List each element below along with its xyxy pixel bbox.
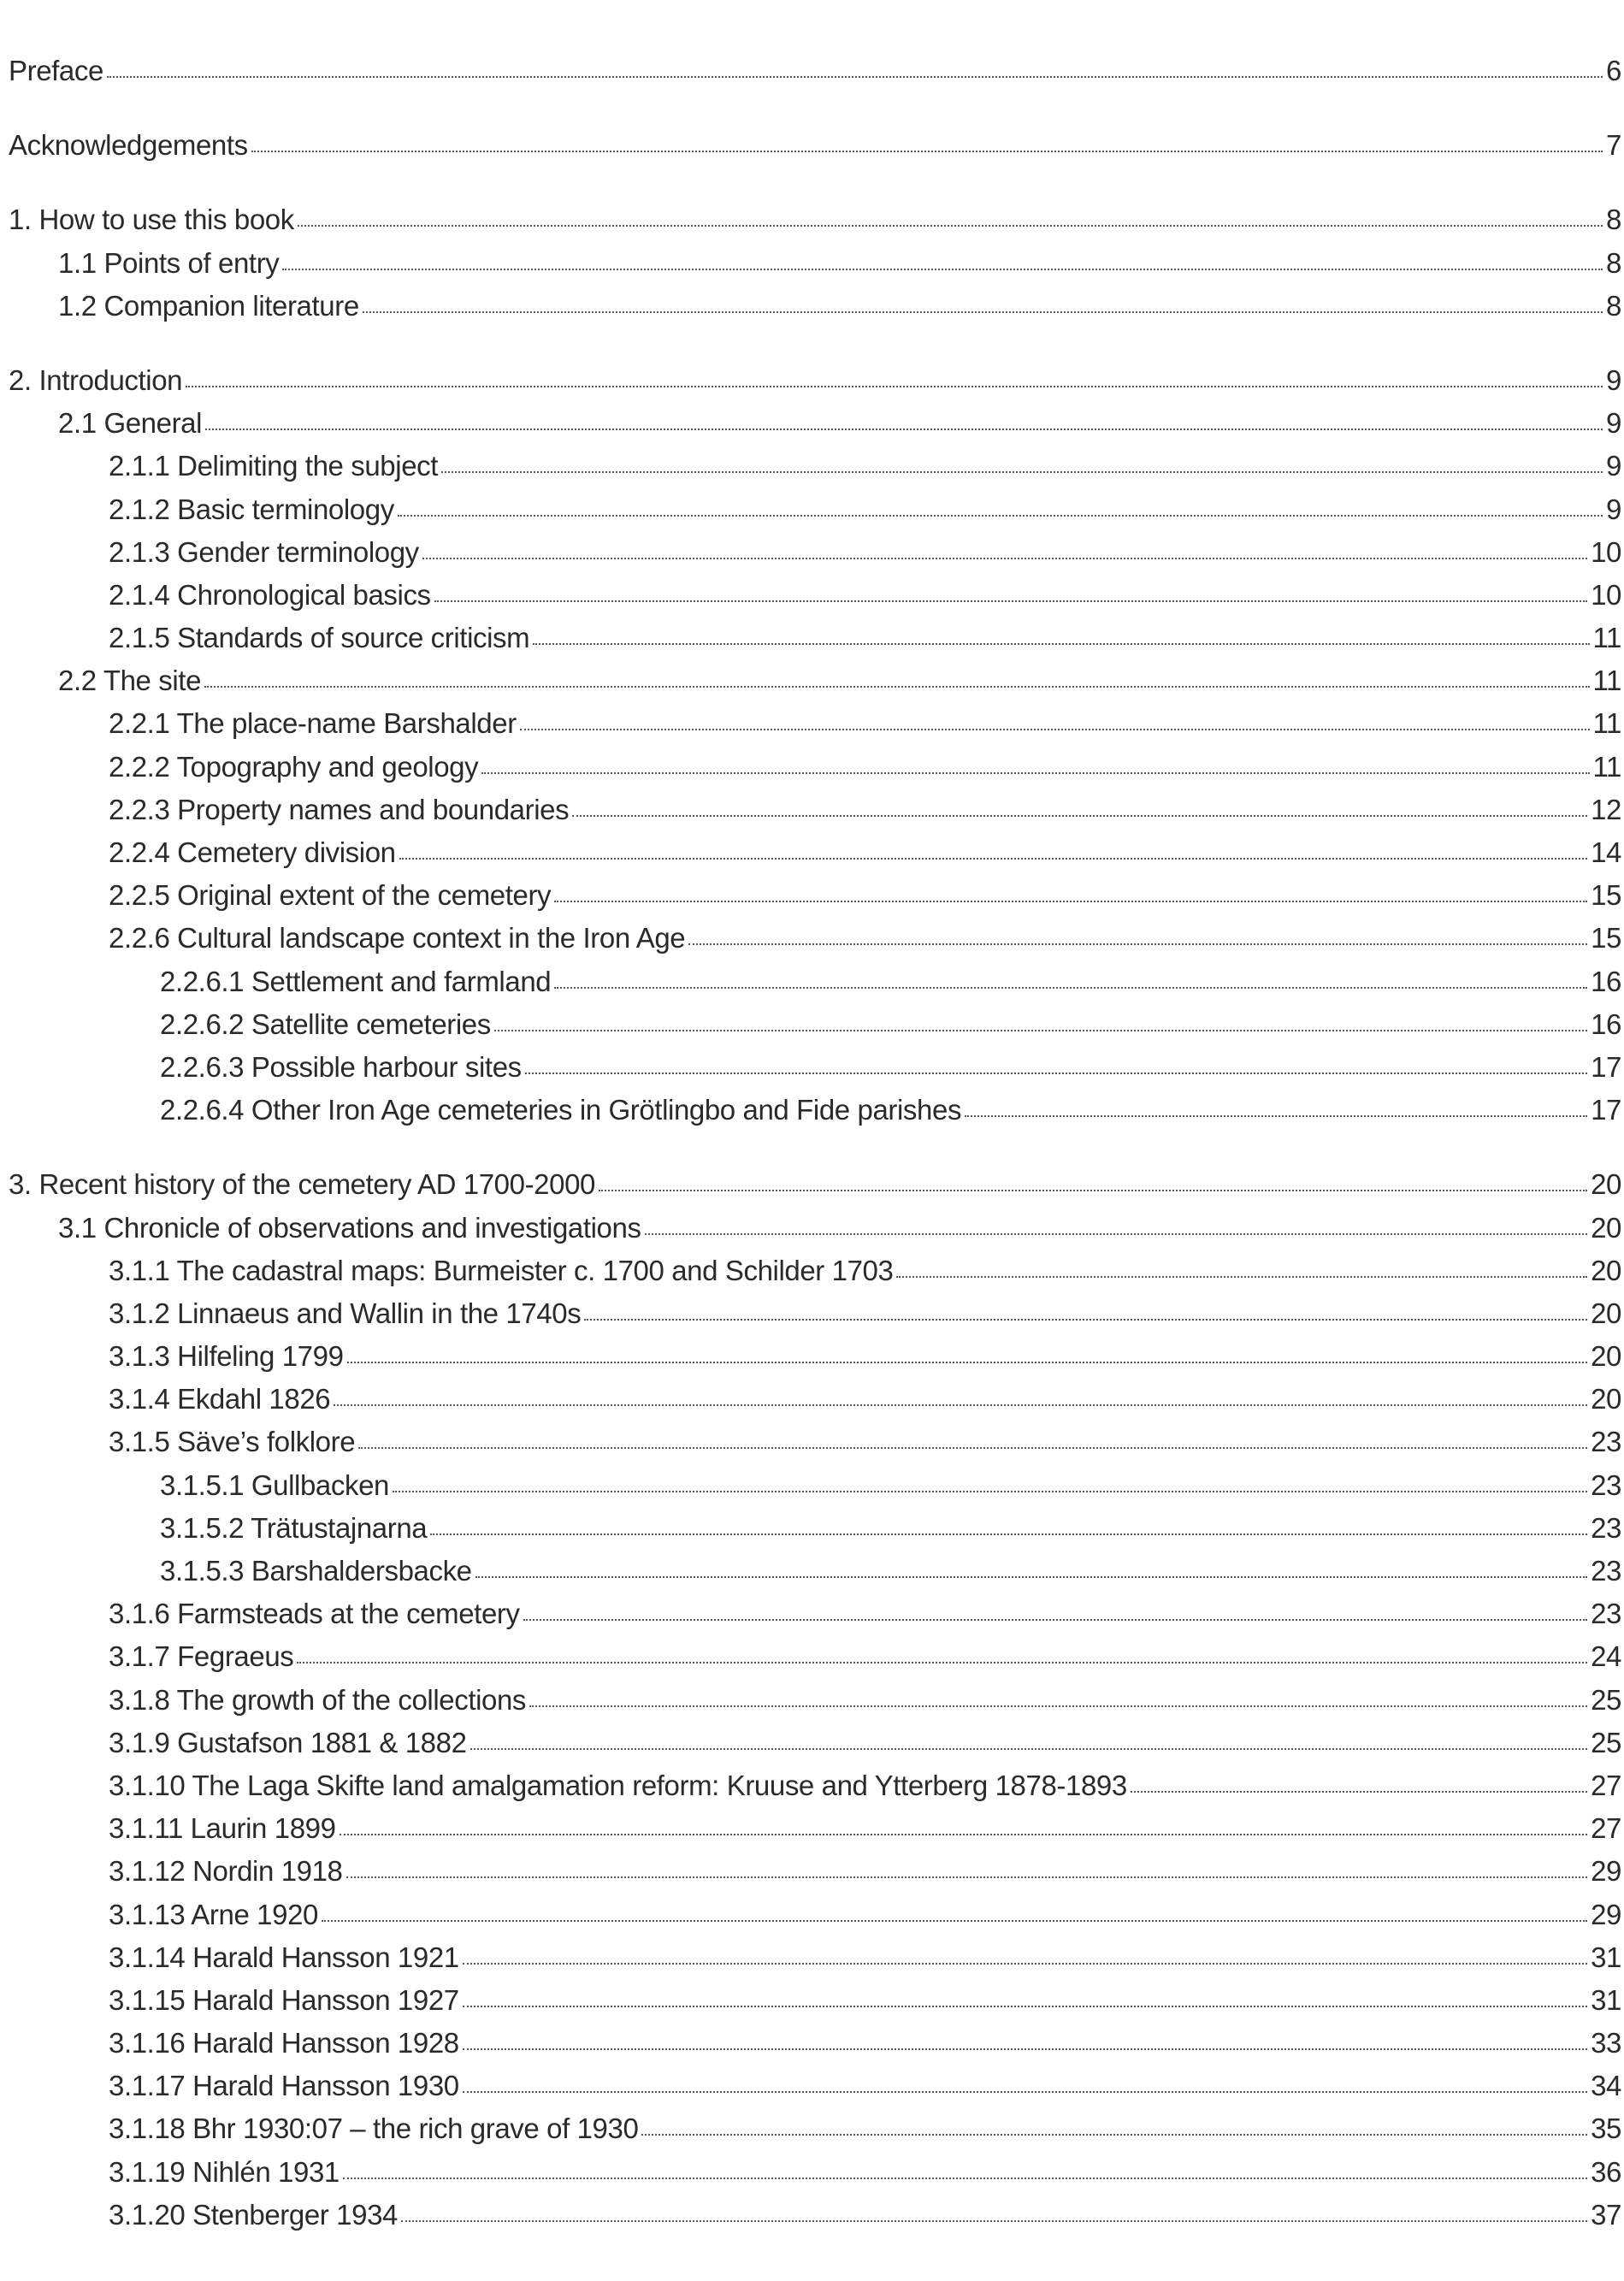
dot-leader [251,151,1603,152]
toc-entry-title: 3.1.15 Harald Hansson 1927 [109,1983,459,2016]
toc-entry-title: 2.1.4 Chronological basics [109,578,431,611]
dot-leader [584,1319,1587,1321]
toc-entry-page: 16 [1591,1008,1621,1040]
dot-leader [298,225,1603,227]
toc-entry[interactable] [0,966,1621,1008]
toc-entry[interactable] [0,407,1621,450]
toc-entry-title: 3.1.1 The cadastral maps: Burmeister c. 1700 and Schilder 1703 [109,1254,894,1286]
toc-entry-title: 3.1.6 Farmsteads at the cemetery [109,1598,520,1630]
toc-entry[interactable] [0,665,1621,707]
toc-entry-title: 3.1 Chronicle of observations and investigations [58,1211,641,1244]
toc-entry-title: 3.1.18 Bhr 1930:07 – the rich grave of 1930 [109,2113,639,2145]
toc-entry-page: 20 [1591,1168,1621,1201]
toc-entry-title: 3.1.11 Laurin 1899 [109,1812,336,1845]
toc-entry[interactable] [0,579,1621,622]
toc-entry-title: 3.1.17 Harald Hansson 1930 [109,2070,459,2102]
toc-entry-page: 8 [1606,246,1621,279]
toc-entry[interactable] [0,1383,1621,1426]
toc-entry-page: 9 [1606,407,1621,440]
toc-entry[interactable] [0,922,1621,965]
toc-entry-title: 2. Introduction [9,363,183,396]
toc-entry[interactable] [0,1212,1621,1255]
toc-entry[interactable] [0,2070,1621,2113]
toc-entry-title: Preface [9,55,103,86]
dot-leader [422,558,1587,559]
toc-entry-title: 3. Recent history of the cemetery AD 1700-2000 [9,1168,595,1201]
toc-entry-page: 20 [1591,1254,1621,1286]
toc-entry-title: 3.1.13 Arne 1920 [109,1898,318,1930]
toc-entry[interactable] [0,794,1621,836]
toc-entry-page: 20 [1591,1383,1621,1415]
toc-entry-page: 35 [1591,2113,1621,2145]
toc-entry-page: 20 [1591,1340,1621,1373]
toc-entry[interactable] [0,1512,1621,1555]
toc-entry-page: 24 [1591,1640,1621,1673]
toc-entry-title: 3.1.5.3 Barshaldersbacke [160,1555,472,1587]
toc-entry-page: 10 [1591,535,1621,568]
toc-entry-title: 2.2.6 Cultural landscape context in the Iron Age [109,922,686,954]
toc-entry-page: 11 [1592,622,1621,654]
dot-leader [398,515,1603,517]
toc-entry[interactable] [0,1984,1621,2027]
dot-leader [645,1233,1588,1235]
toc-section [0,364,1621,1137]
toc-entry-title: 2.2.6.3 Possible harbour sites [160,1050,522,1083]
toc-entry[interactable] [0,622,1621,665]
toc-entry-page: 20 [1591,1211,1621,1244]
toc-entry[interactable] [0,204,1621,246]
toc-entry-title: 2.1.3 Gender terminology [109,535,419,568]
toc-entry-page: 20 [1591,1297,1621,1329]
toc-entry-page: 16 [1591,965,1621,997]
toc-entry-title: 2.2.6.2 Satellite cemeteries [160,1008,491,1040]
dot-leader [401,2220,1587,2222]
toc-entry[interactable] [0,1727,1621,1770]
toc-section [0,1168,1621,2242]
toc-entry[interactable] [0,1469,1621,1512]
dot-leader [520,729,1590,730]
toc-entry-page: 8 [1606,204,1621,236]
toc-entry-title: 2.1.1 Delimiting the subject [109,450,439,482]
toc-entry[interactable] [0,1094,1621,1137]
toc-entry-title: 3.1.5.1 Gullbacken [160,1468,389,1501]
toc-entry[interactable] [0,1051,1621,1094]
toc-entry-page: 9 [1606,493,1621,525]
toc-entry-title: 2.2 The site [58,665,202,697]
dot-leader [434,600,1587,602]
toc-entry-title: 2.2.1 The place-name Barshalder [109,707,517,740]
toc-entry[interactable] [0,1941,1621,1984]
toc-entry-page: 7 [1606,129,1621,162]
toc-entry-page: 27 [1591,1769,1621,1801]
dot-leader [363,311,1603,313]
toc-entry-page: 31 [1591,1941,1621,1973]
toc-entry-title: 2.1.5 Standards of source criticism [109,622,530,654]
toc-entry[interactable] [0,364,1621,407]
toc-entry-title: 2.2.6.1 Settlement and farmland [160,965,552,997]
dot-leader [523,1619,1588,1621]
toc-entry-title: 1.2 Companion literature [58,289,359,322]
toc-entry[interactable] [0,1297,1621,1340]
toc-entry-title: 3.1.14 Harald Hansson 1921 [109,1941,459,1973]
toc-entry-title: 2.2.2 Topography and geology [109,750,479,783]
toc-entry-page: 25 [1591,1726,1621,1758]
dot-leader [441,471,1603,473]
toc-entry-title: 3.1.5.2 Trätustajnarna [160,1511,428,1544]
toc-entry-title: 3.1.5 Säve’s folklore [109,1426,356,1458]
toc-entry-title: 3.1.2 Linnaeus and Wallin in the 1740s [109,1297,582,1329]
toc-entry[interactable] [0,836,1621,879]
toc-entry-page: 15 [1591,922,1621,954]
toc-entry-title: 3.1.20 Stenberger 1934 [109,2198,398,2231]
dot-leader [1131,1791,1587,1793]
toc-entry-title: 2.1 General [58,407,203,440]
dot-leader [107,76,1603,78]
toc-entry-title: 2.2.5 Original extent of the cemetery [109,879,552,912]
toc-entry-title: 3.1.16 Harald Hansson 1928 [109,2027,459,2059]
dot-leader [494,1030,1587,1031]
toc-entry[interactable] [0,1899,1621,1941]
toc-entry-page: 33 [1591,2027,1621,2059]
toc-entry[interactable] [0,55,1621,98]
toc-entry-page: 17 [1591,1094,1621,1126]
dot-leader [481,772,1589,774]
dot-leader [470,1748,1588,1750]
dot-leader [430,1533,1587,1535]
dot-leader [554,901,1587,902]
toc-entry-page: 23 [1591,1426,1621,1458]
dot-leader [334,1404,1587,1406]
dot-leader [340,1834,1588,1835]
toc-entry-title: 3.1.8 The growth of the collections [109,1683,527,1716]
toc-entry[interactable] [0,247,1621,290]
toc-entry-page: 12 [1591,793,1621,825]
toc-section [0,55,1621,98]
dot-leader [463,2091,1587,2093]
toc-entry[interactable] [0,2199,1621,2242]
toc-entry-page: 6 [1606,55,1621,86]
toc-entry-title: 3.1.9 Gustafson 1881 & 1882 [109,1726,467,1758]
dot-leader [399,858,1587,860]
toc-entry-page: 15 [1591,879,1621,912]
toc-entry-page: 14 [1591,836,1621,868]
toc-entry[interactable] [0,1008,1621,1051]
dot-leader [896,1276,1587,1278]
dot-leader [343,2178,1587,2179]
toc-entry-page: 36 [1591,2155,1621,2188]
dot-leader [358,1447,1587,1449]
toc-entry-page: 17 [1591,1050,1621,1083]
toc-entry[interactable] [0,1255,1621,1297]
toc-entry-title: 2.2.4 Cemetery division [109,836,396,868]
dot-leader [641,2134,1587,2136]
toc-entry-title: 3.1.7 Fegraeus [109,1640,294,1673]
toc-entry-page: 11 [1592,707,1621,740]
toc-entry-title: 3.1.12 Nordin 1918 [109,1855,343,1888]
toc-section [0,129,1621,172]
toc-entry-page: 37 [1591,2198,1621,2231]
dot-leader [463,1963,1587,1965]
toc-section [0,204,1621,333]
toc-entry-page: 9 [1606,450,1621,482]
toc-entry-page: 9 [1606,363,1621,396]
toc-entry-page: 8 [1606,289,1621,322]
toc-entry-page: 25 [1591,1683,1621,1716]
toc-entry[interactable] [0,2027,1621,2070]
toc-entry[interactable] [0,707,1621,750]
dot-leader [186,386,1603,387]
toc-entry-page: 34 [1591,2070,1621,2102]
dot-leader [533,643,1589,645]
toc-entry-page: 10 [1591,578,1621,611]
toc-entry-title: 3.1.3 Hilfeling 1799 [109,1340,344,1373]
toc-entry[interactable] [0,1770,1621,1812]
dot-leader [525,1073,1587,1074]
toc-entry-page: 27 [1591,1812,1621,1845]
dot-leader [297,1662,1587,1663]
toc-entry-title: 3.1.19 Nihlén 1931 [109,2155,340,2188]
toc-entry[interactable] [0,1598,1621,1640]
toc-entry-title: 2.1.2 Basic terminology [109,493,394,525]
dot-leader [346,1876,1588,1878]
toc-entry[interactable] [0,1855,1621,1898]
toc-entry-page: 11 [1592,750,1621,783]
toc-entry-page: 23 [1591,1511,1621,1544]
toc-entry[interactable] [0,1684,1621,1727]
dot-leader [572,815,1587,817]
dot-leader [205,428,1603,430]
toc-entry-page: 11 [1592,665,1621,697]
dot-leader [322,1920,1587,1922]
toc-entry[interactable] [0,536,1621,579]
dot-leader [463,2006,1587,2007]
dot-leader [554,987,1587,989]
toc-entry[interactable] [0,1426,1621,1468]
toc-entry[interactable] [0,1812,1621,1855]
toc-entry[interactable] [0,129,1621,172]
dot-leader [393,1491,1587,1492]
toc-entry-page: 23 [1591,1555,1621,1587]
dot-leader [463,2048,1587,2050]
toc-entry-page: 29 [1591,1855,1621,1888]
toc-entry[interactable] [0,2156,1621,2199]
toc-entry-page: 31 [1591,1983,1621,2016]
toc-entry-title: 1.1 Points of entry [58,246,280,279]
dot-leader [965,1115,1587,1117]
toc-entry[interactable] [0,1640,1621,1683]
dot-leader [204,686,1589,688]
toc-entry[interactable] [0,751,1621,794]
toc-entry-title: 3.1.4 Ekdahl 1826 [109,1383,331,1415]
toc-entry[interactable] [0,1168,1621,1211]
toc-entry[interactable] [0,493,1621,536]
toc-entry[interactable] [0,2113,1621,2155]
dot-leader [475,1576,1587,1578]
dot-leader [282,269,1603,270]
toc-entry[interactable] [0,450,1621,493]
toc-entry-title: Acknowledgements [9,129,248,162]
toc-entry-page: 29 [1591,1898,1621,1930]
toc-entry-page: 23 [1591,1468,1621,1501]
toc-entry-title: 1. How to use this book [9,204,294,236]
toc-entry[interactable] [0,879,1621,922]
dot-leader [599,1190,1587,1191]
toc-entry[interactable] [0,290,1621,333]
dot-leader [529,1705,1587,1707]
toc-entry[interactable] [0,1555,1621,1598]
toc-entry-page: 23 [1591,1598,1621,1630]
toc-entry-title: 3.1.10 The Laga Skifte land amalgamation reform: Kruuse and Ytterberg 1878-1893 [109,1769,1127,1801]
toc-entry[interactable] [0,1340,1621,1383]
toc-entry-title: 2.2.3 Property names and boundaries [109,793,570,825]
dot-leader [688,943,1587,945]
toc-entry-title: 2.2.6.4 Other Iron Age cemeteries in Grötlingbo and Fide parishes [160,1094,962,1126]
dot-leader [347,1362,1588,1363]
